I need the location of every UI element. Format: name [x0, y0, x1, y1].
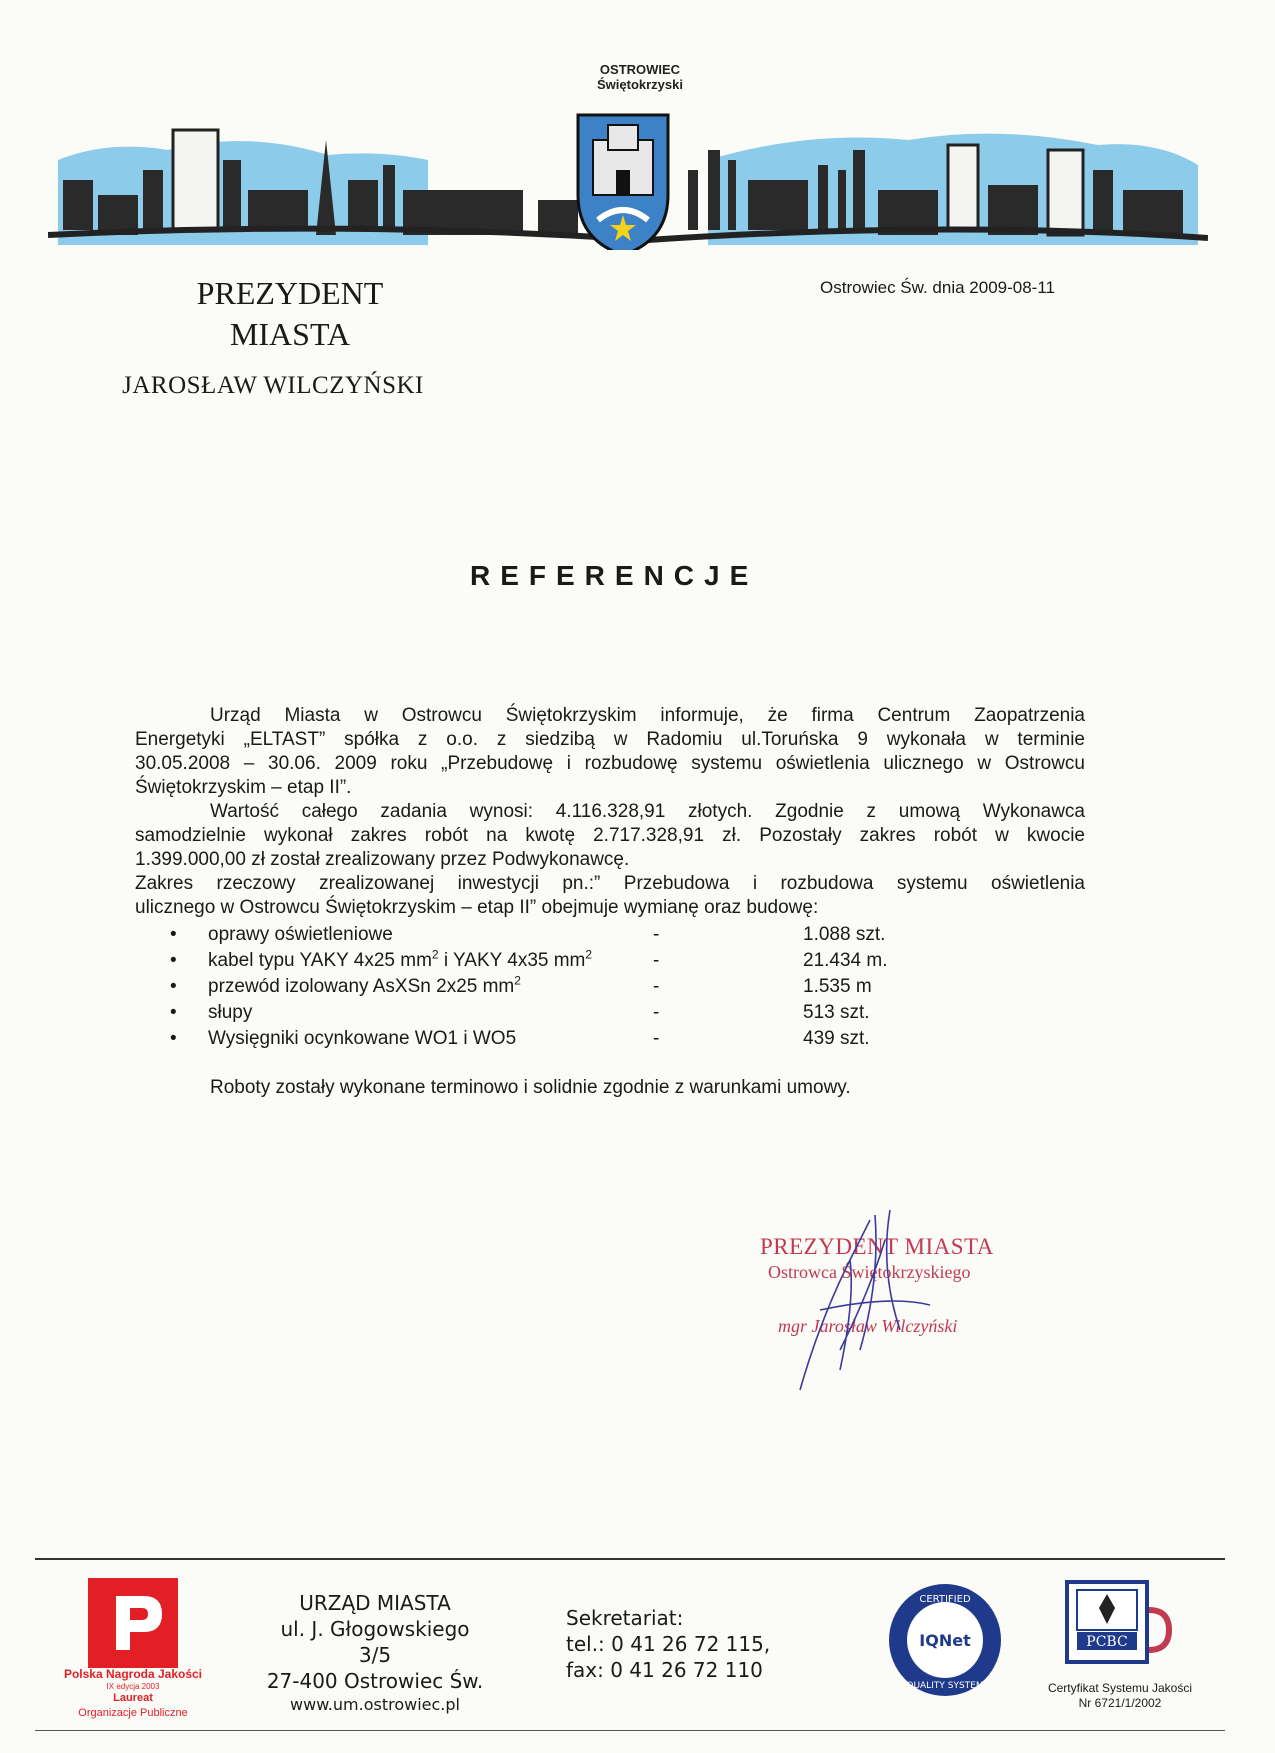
item-dash: -	[653, 976, 660, 997]
bullet: •	[170, 924, 177, 945]
quality-award-logo	[88, 1578, 178, 1668]
item-label	[208, 975, 521, 998]
office-website: www.um.ostrowiec.pl	[290, 1695, 460, 1714]
item-value: 513 szt.	[803, 1002, 870, 1023]
title-miasta: MIASTA	[229, 316, 351, 352]
closing-sentence: Roboty zostały wykonane terminowo i solidnie zgodnie z warunkami umowy.	[210, 1077, 851, 1098]
item-value: 1.088 szt.	[803, 924, 886, 945]
list-item	[170, 975, 1070, 1001]
item-label: słupy	[208, 1002, 253, 1023]
secretariat-phone: tel.: 0 41 26 72 115,	[566, 1632, 771, 1656]
bullet: •	[170, 950, 177, 971]
item-dash: -	[653, 950, 660, 971]
secretariat-label: Sekretariat:	[566, 1606, 684, 1630]
list-item	[170, 1001, 1070, 1027]
city-skyline-illustration	[48, 70, 1208, 250]
office-name: URZĄD MIASTA	[299, 1591, 451, 1615]
item-value: 439 szt.	[803, 1028, 870, 1049]
mayor-name: JAROSŁAW WILCZYŃSKI	[122, 372, 424, 399]
city-name-line2: Świętokrzyski	[597, 77, 683, 92]
item-superscript-a: 2	[431, 947, 439, 962]
item-label-part-a: kabel typu YAKY 4x25 mm	[208, 950, 432, 971]
seal-top-text: CERTIFIED	[919, 1594, 971, 1605]
footer-divider	[35, 1558, 1225, 1560]
item-superscript-a: 2	[514, 973, 521, 988]
document-heading: REFERENCJE	[470, 560, 759, 591]
award-name: Polska Nagroda Jakości	[63, 1667, 203, 1681]
office-street: ul. J. Głogowskiego 3/5	[280, 1617, 470, 1667]
item-label: Wysięgniki ocynkowane WO1 i WO5	[208, 1028, 517, 1049]
handwritten-signature	[780, 1200, 1000, 1400]
city-name-label	[560, 62, 720, 92]
paragraph-2-line-2: samodzielnie wykonał zakres robót na kwotę 2.717.328,91 zł. Pozostały zakres robót w kwocie	[135, 825, 1085, 846]
footer-bottom-line	[35, 1730, 1225, 1731]
bullet: •	[170, 976, 177, 997]
bullet: •	[170, 1028, 177, 1049]
paragraph-1-line-4: Świętokrzyskim – etap II”.	[135, 777, 352, 798]
award-edition: IX edycja 2003	[106, 1682, 160, 1691]
paragraph-1-line-3: 30.05.2008 – 30.06. 2009 roku „Przebudowę i rozbudowę systemu oświetlenia ulicznego w Ostrowcu	[135, 753, 1085, 774]
title-prezydent: PREZYDENT	[196, 275, 384, 311]
seal-mid-text: IQNet	[919, 1631, 971, 1650]
pcbc-text: PCBC	[1086, 1634, 1128, 1650]
seal-bottom-text: QUALITY SYSTEM	[906, 1681, 984, 1691]
city-name-line1: OSTROWIEC	[599, 62, 681, 77]
certificate-label: Certyfikat Systemu Jakości	[1047, 1681, 1193, 1695]
item-label: oprawy oświetleniowe	[208, 924, 393, 945]
award-laureate: Laureat	[113, 1692, 153, 1704]
document-date: Ostrowiec Św. dnia 2009-08-11	[820, 278, 1055, 297]
award-category: Organizacje Publiczne	[78, 1707, 188, 1719]
item-value: 1.535 m	[803, 976, 872, 997]
office-city: 27-400 Ostrowiec Św.	[266, 1669, 484, 1693]
bullet: •	[170, 1002, 177, 1023]
list-item	[170, 923, 1070, 949]
paragraph-2-line-3: 1.399.000,00 zł został zrealizowany przez Podwykonawcę.	[135, 849, 630, 870]
paragraph-3-line-2: ulicznego w Ostrowcu Świętokrzyskim – etap II” obejmuje wymianę oraz budowę:	[135, 897, 819, 918]
item-label	[208, 949, 592, 972]
item-dash: -	[653, 924, 660, 945]
secretariat-fax: fax: 0 41 26 72 110	[566, 1658, 763, 1682]
item-value: 21.434 m.	[803, 950, 888, 971]
item-dash: -	[653, 1028, 660, 1049]
office-address	[265, 1590, 485, 1716]
item-label-part-b: i YAKY 4x35 mm	[438, 950, 586, 971]
paragraph-1-line-1: Urząd Miasta w Ostrowcu Świętokrzyskim informuje, że firma Centrum Zaopatrzenia	[210, 705, 1085, 726]
secretariat-contact	[566, 1605, 770, 1683]
certificate-number: Nr 6721/1/2002	[1078, 1696, 1162, 1710]
list-item	[170, 1027, 1070, 1053]
pcbc-certification-logo	[1065, 1580, 1175, 1670]
item-superscript-b: 2	[585, 947, 593, 962]
stamp-city: Ostrowca Świętokrzyskiego	[768, 1262, 971, 1282]
list-item	[170, 949, 1070, 975]
iqnet-certified-seal	[885, 1580, 1005, 1700]
stamp-title: PREZYDENT MIASTA	[760, 1234, 994, 1259]
item-label-part-a: przewód izolowany AsXSn 2x25 mm	[208, 976, 515, 997]
paragraph-1-line-2: Energetyki „ELTAST” spółka z o.o. z siedzibą w Radomiu ul.Toruńska 9 wykonała w terminie	[135, 729, 1085, 750]
stamp-signatory: mgr Jarosław Wilczyński	[778, 1316, 958, 1336]
item-dash: -	[653, 1002, 660, 1023]
paragraph-3-line-1: Zakres rzeczowy zrealizowanej inwestycji pn.:” Przebudowa i rozbudowa systemu oświetlenia	[135, 873, 1085, 894]
paragraph-2-line-1: Wartość całego zadania wynosi: 4.116.328,91 złotych. Zgodnie z umową Wykonawca	[210, 801, 1085, 822]
